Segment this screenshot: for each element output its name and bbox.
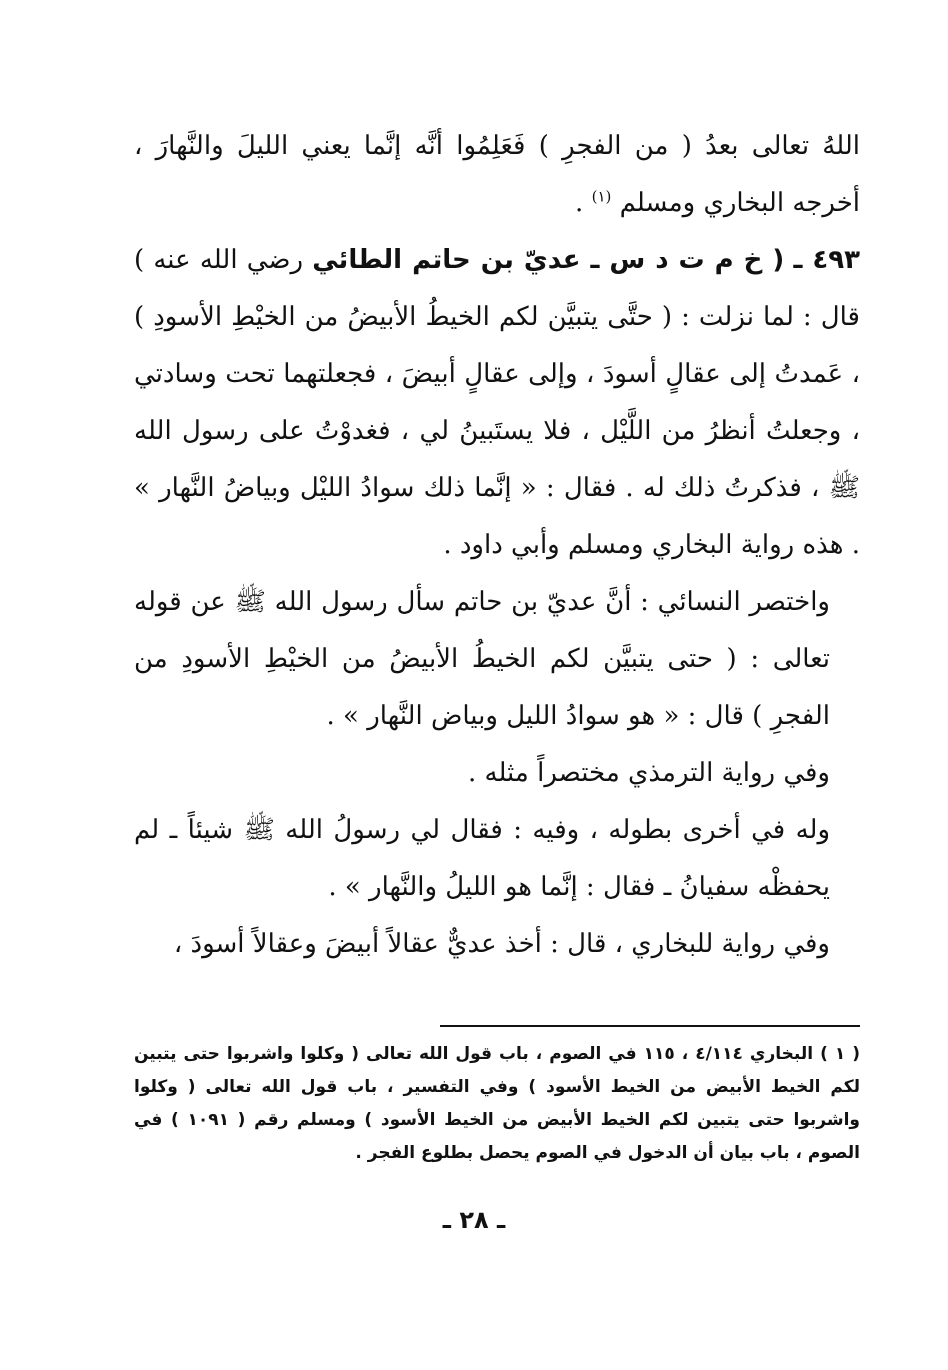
- paragraph-bukhari: وفي رواية للبخاري ، قال : أخذ عديٌّ عقالاً أبيضَ وعقالاً أسودَ ،: [173, 929, 830, 959]
- footnotes: [134, 1038, 860, 1170]
- paragraph-another: وله في أخرى بطوله ، وفيه : فقال لي رسولُ الله ﷺ شيئاً ـ لم يحفظْه سفيانُ ـ فقال : إنَّما هو الليلُ والنَّهار » .: [134, 815, 830, 902]
- footnote-1: ( ١ ) البخاري ٤/١١٤ ، ١١٥ في الصوم ، باب قول الله تعالى ( وكلوا واشربوا حتى يتبين لكم الخيط الأبيض من الخيط الأسود ) وفي التفسير ، باب قول الله تعالى ( وكلوا واشربوا حتى يتبين لكم الخيط الأبيض من الخيط الأسود ) ومسلم رقم ( ١٠٩١ ) في الصوم ، باب بيان أن الدخول في الصوم يحصل بطلوع الفجر .: [134, 1044, 860, 1163]
- source-symbols: ( خ م ت د س ـ عديّ بن حاتم الطائي: [312, 245, 785, 275]
- paragraph-tirmidhi: وفي رواية الترمذي مختصراً مثله .: [467, 758, 830, 788]
- main-text: [134, 118, 860, 973]
- paragraph-hadith-493: [134, 232, 860, 574]
- paragraph-nasai: واختصر النسائي : أنَّ عديّ بن حاتم سأل رسول الله ﷺ عن قوله تعالى : ( حتى يتبيَّن لكم الخيطُ الأبيضُ من الخيْطِ الأسودِ من الفجرِ ) قال : « هو سوادُ الليل وبياض النَّهار » .: [134, 587, 830, 731]
- paragraph-1: اللهُ تعالى بعدُ ( من الفجرِ ) فَعَلِمُوا أنَّه إنَّما يعني الليلَ والنَّهارَ ، أخرجه البخاري ومسلم $^{(١)}$ .: [134, 131, 860, 218]
- footnote-ref: (١): [591, 187, 612, 206]
- hadith-number: ٤٩٣ ـ: [793, 245, 860, 275]
- footnote-divider: [440, 1025, 860, 1027]
- page-number: ـ ٢٨ ـ: [442, 1206, 506, 1234]
- hadith-text: رضي الله عنه ) قال : لما نزلت : ( حتَّى يتبيَّن لكم الخيطُ الأبيضُ من الخيْطِ الأسودِ ) ، عَمدتُ إلى عقالٍ أسودَ ، وإلى عقالٍ أبيضَ ، فجعلتهما تحت وسادتي ، وجعلتُ أنظرُ من اللَّيْل ، فلا يستَبينُ لي ، فغدوْتُ على رسول الله ﷺ ، فذكرتُ ذلك له . فقال : « إنَّما ذلك سوادُ الليْل وبياضُ النَّهار » . هذه رواية البخاري ومسلم وأبي داود .: [134, 245, 860, 560]
